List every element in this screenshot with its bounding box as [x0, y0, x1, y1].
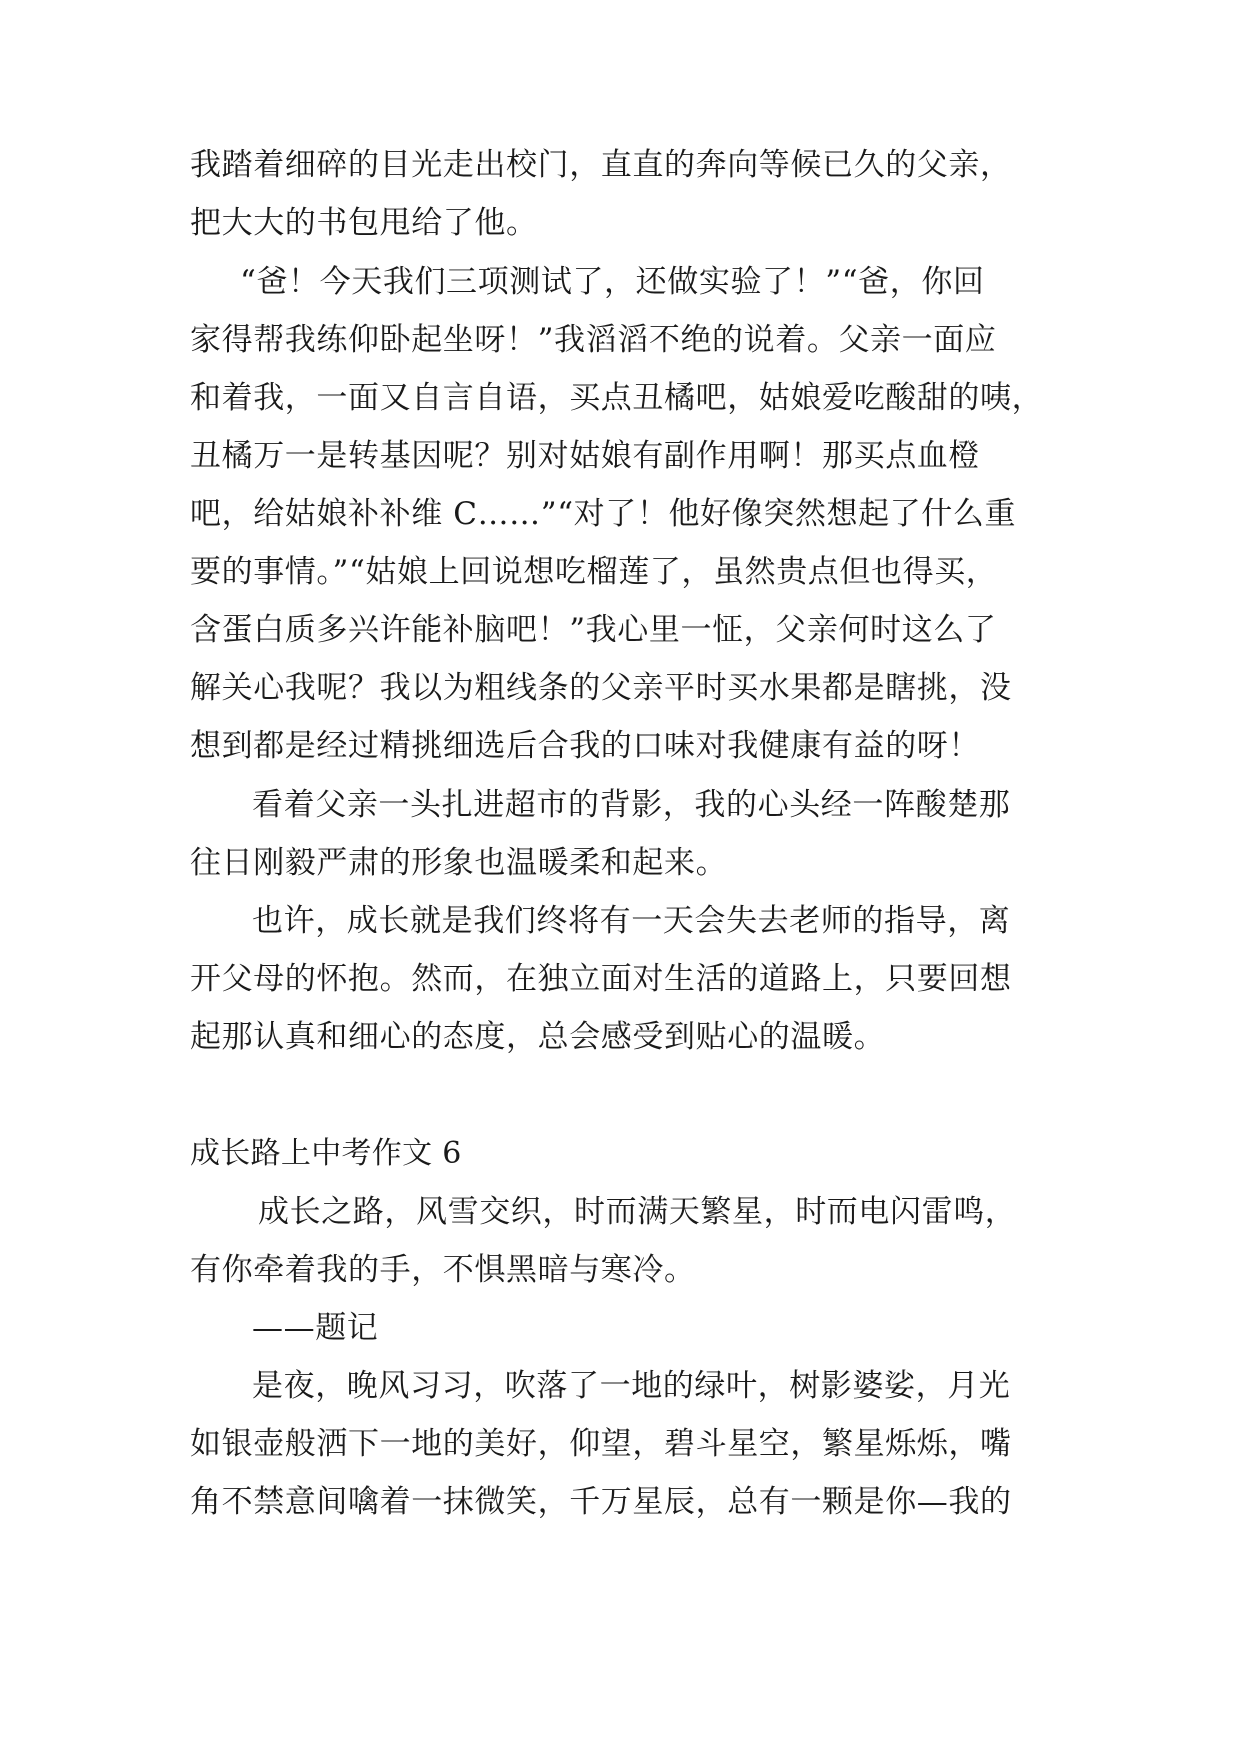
section-title: 成长路上中考作文 6 — [190, 1136, 462, 1171]
paragraph-line: 要的事情。”“姑娘上回说想吃榴莲了，虽然贵点但也得买， — [190, 554, 998, 590]
paragraph-line: 起那认真和细心的态度，总会感受到贴心的温暖。 — [190, 1019, 886, 1055]
paragraph-line: 是夜，晚风习习，吹落了一地的绿叶，树影婆娑，月光 — [252, 1368, 1011, 1404]
paragraph-line: 成长之路，风雪交织，时而满天繁星，时而电闪雷鸣， — [258, 1194, 1017, 1230]
paragraph-line: 有你牵着我的手，不惧黑暗与寒冷。 — [190, 1252, 696, 1288]
paragraph-line: 我踏着细碎的目光走出校门，直直的奔向等候已久的父亲， — [190, 147, 1012, 183]
paragraph-line: 想到都是经过精挑细选后合我的口味对我健康有益的呀！ — [190, 728, 980, 764]
paragraph-line: 角不禁意间噙着一抹微笑，千万星辰，总有一颗是你—我的 — [190, 1484, 1012, 1520]
paragraph-line: 解关心我呢？我以为粗线条的父亲平时买水果都是瞎挑，没 — [190, 670, 1012, 706]
paragraph-line: 往日刚毅严肃的形象也温暖柔和起来。 — [190, 845, 728, 881]
paragraph-line: 看着父亲一头扎进超市的背影，我的心头经一阵酸楚那 — [252, 787, 1011, 823]
paragraph-line: 丑橘万一是转基因呢？别对姑娘有副作用啊！那买点血橙 — [190, 438, 980, 474]
paragraph-line: 把大大的书包甩给了他。 — [190, 205, 538, 241]
epigraph-attribution: ——题记 — [252, 1310, 379, 1346]
paragraph-line: 含蛋白质多兴许能补脑吧！”我心里一怔，父亲何时这么了 — [190, 612, 997, 648]
paragraph-line: 开父母的怀抱。然而，在独立面对生活的道路上，只要回想 — [190, 961, 1012, 997]
paragraph-line: 也许，成长就是我们终将有一天会失去老师的指导，离 — [252, 903, 1011, 939]
paragraph-line: “爸！今天我们三项测试了，还做实验了！”“爸，你回 — [240, 264, 985, 300]
paragraph-line: 家得帮我练仰卧起坐呀！”我滔滔不绝的说着。父亲一面应 — [190, 322, 997, 358]
paragraph-line: 吧，给姑娘补补维 C……”“对了！他好像突然想起了什么重 — [190, 496, 1017, 532]
paragraph-line: 如银壶般洒下一地的美好，仰望，碧斗星空，繁星烁烁，嘴 — [190, 1426, 1012, 1462]
paragraph-line: 和着我，一面又自言自语，买点丑橘吧，姑娘爱吃酸甜的咦， — [190, 380, 1044, 416]
